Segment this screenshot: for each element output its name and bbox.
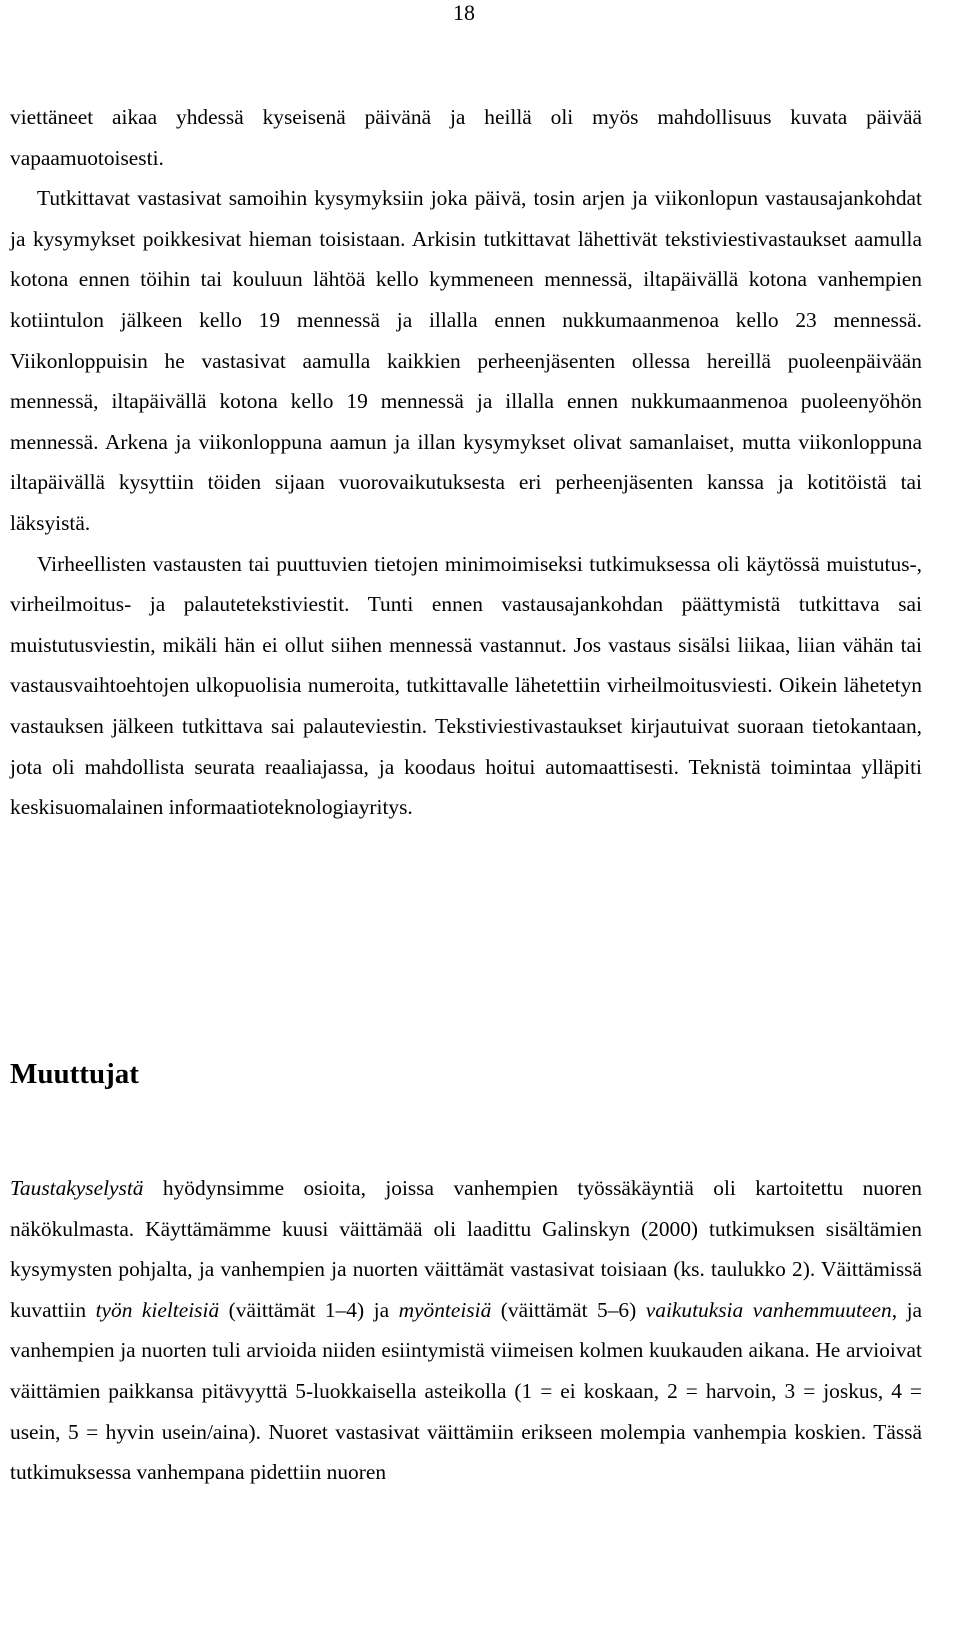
text-span: (väittämät 1–4) ja (219, 1297, 399, 1322)
italic-term: vaikutuksia vanhemmuuteen (645, 1297, 892, 1322)
paragraph-3: Virheellisten vastausten tai puuttuvien tietojen minimoimiseksi tutkimuksessa oli käytössä muistutus-, virheilmoitus- ja palautetekstiviestit. Tunti ennen vastausajankohdan päättymistä tutkittava sai muistutusviestin, mikäli hän ei ollut siihen mennessä vastannut. Jos vastaus sisälsi liikaa, liian vähän tai vastausvaihtoehtojen ulkopuolisia numeroita, tutkittavalle lähetettiin virheilmoitusviesti. Oikein lähetetyn vastauksen jälkeen tutkittava sai palauteviestin. Tekstiviestivastaukset kirjautuivat suoraan tietokantaan, jota oli mahdollista seurata reaaliajassa, ja koodaus hoitui automaattisesti. Teknistä toimintaa ylläpiti keskisuomalainen informaatioteknologiayritys. (10, 551, 922, 820)
paragraph-4 (10, 1168, 922, 1493)
page-number: 18 (453, 0, 475, 25)
main-text-block (10, 97, 922, 828)
italic-term: myönteisiä (398, 1297, 492, 1322)
text-span: hyödynsimme osioita, joissa vanhempien työssäkäyntiä oli kartoitettu nuoren näkökulmasta. Käyttämämme kuusi väittämää oli laadittu Galinskyn (2000) tutkimuksen sisältämien kysymysten pohjalta, ja vanhempien ja nuorten väittämät vastasivat toisiaan (ks. taulukko 2). Väittämissä kuvattiin (10, 1176, 922, 1322)
paragraph-1: viettäneet aikaa yhdessä kyseisenä päivänä ja heillä oli myös mahdollisuus kuvata päivää vapaamuotoisesti. (10, 105, 922, 170)
paragraph-2: Tutkittavat vastasivat samoihin kysymyksiin joka päivä, tosin arjen ja viikonlopun vastausajankohdat ja kysymykset poikkesivat hieman toisistaan. Arkisin tutkittavat lähettivät tekstiviestivastaukset aamulla kotona ennen töihin tai kouluun lähtöä kello kymmeneen mennessä, iltapäivällä kotona vanhempien kotiintulon jälkeen kello 19 mennessä ja illalla ennen nukkumaanmenoa kello 23 mennessä. Viikonloppuisin he vastasivat aamulla kaikkien perheenjäsenten ollessa hereillä puoleenpäivään mennessä, iltapäivällä kotona kello 19 mennessä ja illalla ennen nukkumaanmenoa puoleenyöhön mennessä. Arkena ja viikonloppuna aamun ja illan kysymykset olivat samanlaiset, mutta viikonloppuna iltapäivällä kysyttiin töiden sijaan vuorovaikutuksesta eri perheenjäsenten kanssa ja kotitöistä tai läksyistä. (10, 186, 922, 535)
italic-term: Taustakyselystä (10, 1176, 144, 1200)
section-heading: Muuttujat (10, 1058, 139, 1090)
text-span: (väittämät 5–6) (491, 1297, 646, 1322)
section-text-block (10, 1168, 922, 1493)
italic-term: työn kielteisiä (95, 1297, 220, 1322)
text-span: , ja vanhempien ja nuorten tuli arvioida niiden esiintymistä viimeisen kolmen kuukauden aikana. He arvioivat väittämien paikkansa pitävyyttä 5-luokkaisella asteikolla (1 = ei koskaan, 2 = harvoin, 3 = joskus, 4 = usein, 5 = hyvin usein/aina). Nuoret vastasivat väittämiin erikseen molempia vanhempia koskien. Tässä tutkimuksessa vanhempana pidettiin nuoren (10, 1297, 923, 1485)
